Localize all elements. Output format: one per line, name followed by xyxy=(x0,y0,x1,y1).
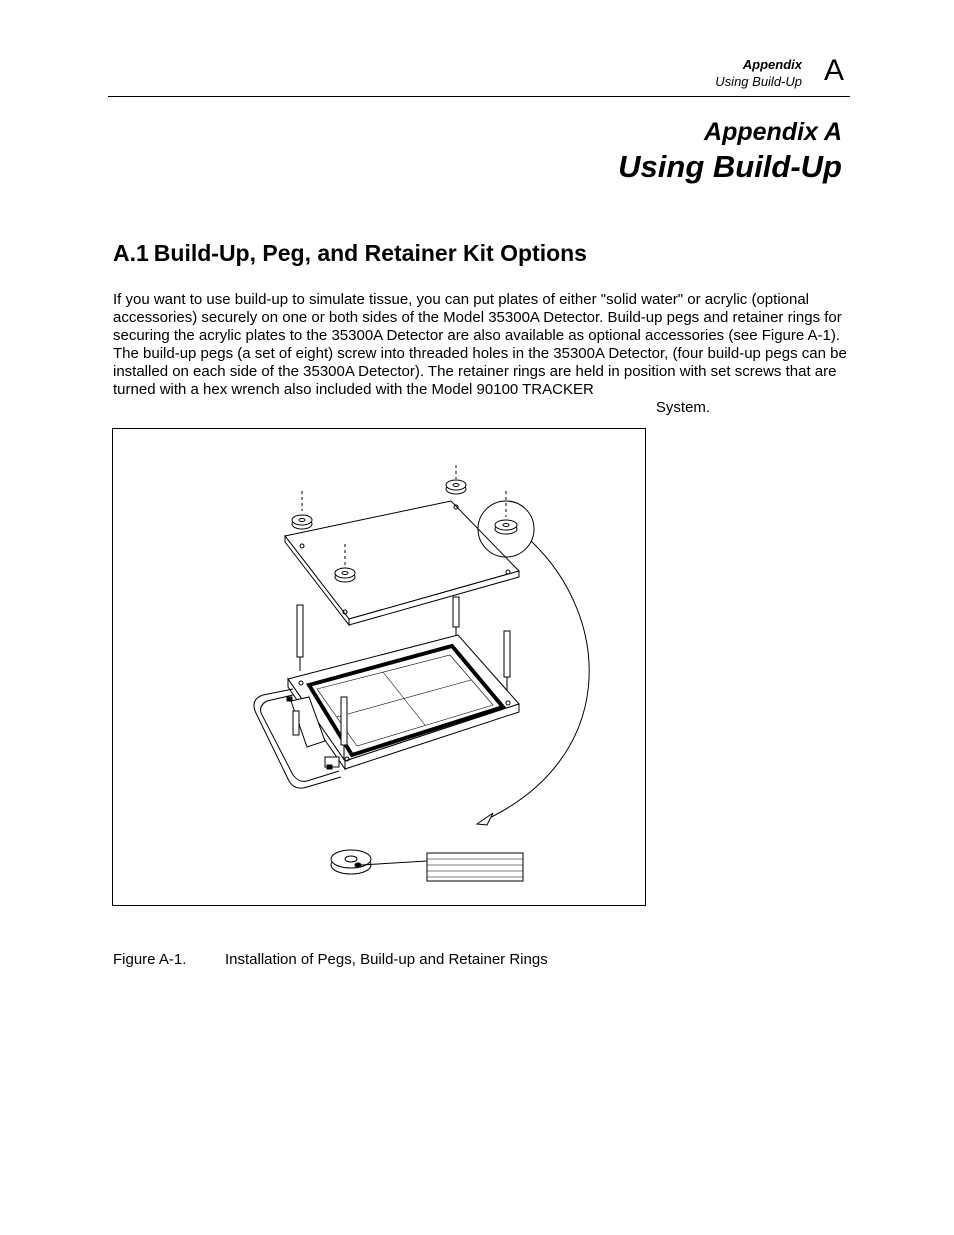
detector-35300A xyxy=(288,635,519,769)
buildup-peg xyxy=(297,605,303,671)
chapter-title-line2: Using Build-Up xyxy=(618,149,842,184)
figure-label: Figure A-1. xyxy=(113,951,187,968)
buildup-plate xyxy=(285,501,519,625)
hex-wrench xyxy=(361,853,523,881)
body-paragraph-tail: System. xyxy=(655,399,711,416)
figure-caption-text: Installation of Pegs, Build-up and Retainer Rings xyxy=(225,951,548,968)
body-paragraph xyxy=(113,291,853,417)
retainer-ring xyxy=(446,465,466,494)
figure-frame xyxy=(112,428,646,906)
chapter-title xyxy=(618,116,842,186)
appendix-letter: A xyxy=(823,54,844,87)
installation-illustration xyxy=(113,429,645,905)
section-number: A.1 xyxy=(113,240,149,266)
running-head-subtitle: Using Build-Up xyxy=(715,74,802,89)
figure-caption xyxy=(113,951,548,969)
section-heading xyxy=(113,238,587,268)
buildup-peg xyxy=(504,631,510,691)
retainer-ring xyxy=(292,491,312,529)
running-head xyxy=(715,56,802,90)
buildup-peg xyxy=(453,597,459,637)
retainer-ring xyxy=(331,850,371,874)
section-title: Build-Up, Peg, and Retainer Kit Options xyxy=(153,240,587,266)
running-head-title: Appendix xyxy=(742,57,802,72)
header-rule xyxy=(108,96,850,97)
chapter-title-line1: Appendix A xyxy=(704,118,842,146)
body-paragraph-main: If you want to use build-up to simulate tissue, you can put plates of either "solid water" or acrylic (optional accessories) securely on one or both sides of the Model 35300A Detector. Build-up pegs and retainer rings for securing the acrylic plates to the 35300A Detector are also available as optional accessories (see Figure A-1). The build-up pegs (a set of eight) screw into threaded holes in the 35300A Detector, (four build-up pegs can be installed on each side of the 35300A Detector). The retainer rings are held in position with set screws that are turned with a hex wrench also included with the Model 90100 TRACKER xyxy=(113,291,847,398)
